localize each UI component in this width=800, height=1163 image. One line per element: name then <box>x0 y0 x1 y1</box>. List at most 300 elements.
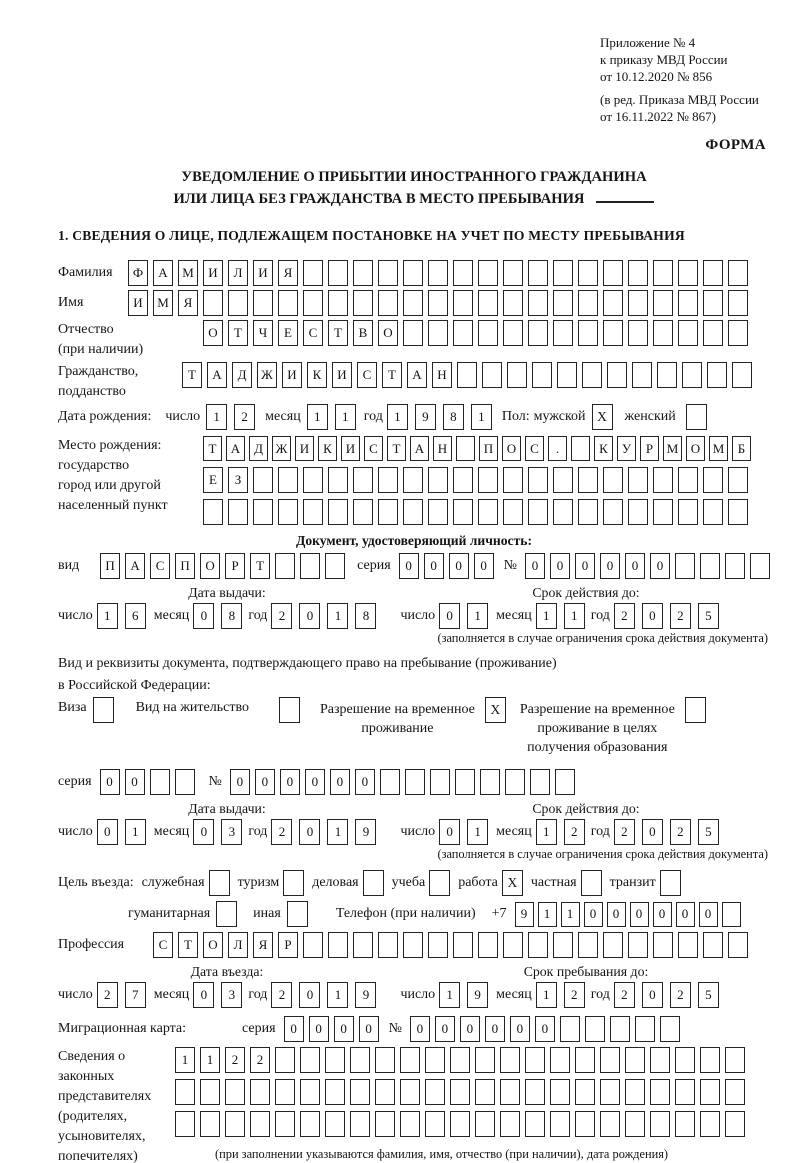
char-box[interactable]: 1 <box>125 819 146 845</box>
char-box[interactable] <box>500 1079 520 1105</box>
doc-issue-day-input[interactable] <box>97 603 146 629</box>
char-box[interactable] <box>375 1079 395 1105</box>
phone-input[interactable] <box>515 902 741 927</box>
char-box[interactable]: 1 <box>467 603 488 629</box>
char-box[interactable] <box>478 467 498 493</box>
char-box[interactable] <box>300 1111 320 1137</box>
char-box[interactable]: Л <box>228 932 248 958</box>
char-box[interactable]: 3 <box>221 982 242 1008</box>
char-box[interactable] <box>635 1016 655 1042</box>
purpose-business-checkbox[interactable] <box>363 870 384 896</box>
char-box[interactable] <box>228 290 248 316</box>
char-box[interactable] <box>557 362 577 388</box>
char-box[interactable]: С <box>153 932 173 958</box>
char-box[interactable]: 2 <box>564 982 585 1008</box>
char-box[interactable]: А <box>153 260 173 286</box>
char-box[interactable] <box>578 467 598 493</box>
char-box[interactable]: Б <box>732 436 751 461</box>
char-box[interactable] <box>703 467 723 493</box>
char-box[interactable]: К <box>318 436 337 461</box>
permit-valid-day-input[interactable] <box>439 819 488 845</box>
char-box[interactable]: 0 <box>525 553 545 579</box>
male-checkbox[interactable]: X <box>592 404 613 430</box>
char-box[interactable] <box>350 1047 370 1073</box>
char-box[interactable] <box>575 1079 595 1105</box>
char-box[interactable]: 0 <box>607 902 626 927</box>
permit-issue-day-input[interactable] <box>97 819 146 845</box>
char-box[interactable]: Н <box>432 362 452 388</box>
char-box[interactable]: 0 <box>474 553 494 579</box>
char-box[interactable] <box>675 1079 695 1105</box>
char-box[interactable]: 0 <box>485 1016 505 1042</box>
representatives-line2-input[interactable] <box>175 1079 745 1105</box>
char-box[interactable]: У <box>617 436 636 461</box>
char-box[interactable] <box>607 362 627 388</box>
char-box[interactable]: 2 <box>614 603 635 629</box>
char-box[interactable]: Ч <box>253 320 273 346</box>
char-box[interactable]: 2 <box>271 982 292 1008</box>
char-box[interactable] <box>353 932 373 958</box>
char-box[interactable]: 0 <box>97 819 118 845</box>
char-box[interactable]: О <box>203 932 223 958</box>
stay-day-input[interactable] <box>439 982 488 1008</box>
char-box[interactable] <box>600 1047 620 1073</box>
char-box[interactable] <box>203 290 223 316</box>
char-box[interactable]: 0 <box>449 553 469 579</box>
char-box[interactable] <box>728 932 748 958</box>
char-box[interactable] <box>378 499 398 525</box>
char-box[interactable]: 0 <box>410 1016 430 1042</box>
char-box[interactable]: М <box>153 290 173 316</box>
char-box[interactable] <box>582 362 602 388</box>
char-box[interactable]: 1 <box>206 404 227 430</box>
char-box[interactable] <box>225 1079 245 1105</box>
char-box[interactable] <box>530 769 550 795</box>
char-box[interactable] <box>553 320 573 346</box>
char-box[interactable] <box>175 1079 195 1105</box>
char-box[interactable]: С <box>303 320 323 346</box>
char-box[interactable] <box>600 1079 620 1105</box>
char-box[interactable] <box>278 499 298 525</box>
char-box[interactable]: В <box>353 320 373 346</box>
char-box[interactable] <box>253 290 273 316</box>
birth-day-input[interactable] <box>206 404 255 430</box>
char-box[interactable] <box>575 1111 595 1137</box>
char-box[interactable]: С <box>150 553 170 579</box>
char-box[interactable]: Л <box>228 260 248 286</box>
char-box[interactable] <box>300 1079 320 1105</box>
char-box[interactable] <box>553 467 573 493</box>
char-box[interactable] <box>250 1111 270 1137</box>
char-box[interactable]: 8 <box>355 603 376 629</box>
char-box[interactable] <box>703 260 723 286</box>
char-box[interactable] <box>650 1111 670 1137</box>
char-box[interactable] <box>378 290 398 316</box>
char-box[interactable]: 0 <box>355 769 375 795</box>
char-box[interactable] <box>275 1111 295 1137</box>
char-box[interactable] <box>678 932 698 958</box>
char-box[interactable] <box>328 290 348 316</box>
char-box[interactable]: 5 <box>698 819 719 845</box>
residence-permit-checkbox[interactable] <box>279 697 300 723</box>
char-box[interactable] <box>275 1047 295 1073</box>
char-box[interactable] <box>528 320 548 346</box>
permit-series-input[interactable] <box>100 769 195 795</box>
char-box[interactable]: 0 <box>330 769 350 795</box>
char-box[interactable]: 0 <box>334 1016 354 1042</box>
char-box[interactable] <box>378 467 398 493</box>
char-box[interactable] <box>628 932 648 958</box>
char-box[interactable]: Я <box>178 290 198 316</box>
char-box[interactable]: С <box>357 362 377 388</box>
char-box[interactable] <box>200 1111 220 1137</box>
char-box[interactable]: 0 <box>299 603 320 629</box>
char-box[interactable]: 0 <box>676 902 695 927</box>
char-box[interactable] <box>560 1016 580 1042</box>
char-box[interactable] <box>428 320 448 346</box>
char-box[interactable] <box>625 1111 645 1137</box>
char-box[interactable]: Т <box>328 320 348 346</box>
char-box[interactable] <box>350 1111 370 1137</box>
char-box[interactable] <box>278 467 298 493</box>
char-box[interactable]: О <box>686 436 705 461</box>
char-box[interactable]: 0 <box>100 769 120 795</box>
char-box[interactable] <box>603 467 623 493</box>
char-box[interactable]: Е <box>203 467 223 493</box>
char-box[interactable]: 0 <box>653 902 672 927</box>
char-box[interactable] <box>303 499 323 525</box>
char-box[interactable]: 0 <box>309 1016 329 1042</box>
char-box[interactable]: 0 <box>600 553 620 579</box>
char-box[interactable] <box>450 1111 470 1137</box>
char-box[interactable] <box>403 320 423 346</box>
char-box[interactable] <box>375 1111 395 1137</box>
char-box[interactable]: 0 <box>630 902 649 927</box>
char-box[interactable] <box>353 260 373 286</box>
char-box[interactable] <box>325 1079 345 1105</box>
char-box[interactable]: П <box>100 553 120 579</box>
char-box[interactable] <box>553 260 573 286</box>
char-box[interactable]: 0 <box>299 819 320 845</box>
char-box[interactable]: 1 <box>564 603 585 629</box>
char-box[interactable] <box>453 290 473 316</box>
char-box[interactable] <box>585 1016 605 1042</box>
entry-month-input[interactable] <box>193 982 242 1008</box>
char-box[interactable]: О <box>378 320 398 346</box>
char-box[interactable]: 2 <box>271 819 292 845</box>
temp-residence-checkbox[interactable]: X <box>485 697 506 723</box>
char-box[interactable] <box>675 1111 695 1137</box>
char-box[interactable] <box>328 467 348 493</box>
char-box[interactable] <box>632 362 652 388</box>
char-box[interactable]: 0 <box>193 603 214 629</box>
purpose-humanitarian-checkbox[interactable] <box>216 901 237 927</box>
representatives-line1-input[interactable] <box>175 1047 745 1073</box>
char-box[interactable]: 5 <box>698 603 719 629</box>
char-box[interactable]: 0 <box>255 769 275 795</box>
char-box[interactable] <box>657 362 677 388</box>
char-box[interactable]: 2 <box>614 819 635 845</box>
char-box[interactable]: 2 <box>670 603 691 629</box>
char-box[interactable]: А <box>207 362 227 388</box>
char-box[interactable]: 2 <box>670 819 691 845</box>
char-box[interactable] <box>575 1047 595 1073</box>
char-box[interactable]: 0 <box>584 902 603 927</box>
char-box[interactable]: А <box>407 362 427 388</box>
char-box[interactable] <box>550 1111 570 1137</box>
char-box[interactable] <box>628 499 648 525</box>
char-box[interactable]: 1 <box>439 982 460 1008</box>
char-box[interactable] <box>553 932 573 958</box>
char-box[interactable] <box>653 290 673 316</box>
char-box[interactable]: С <box>525 436 544 461</box>
char-box[interactable]: 0 <box>359 1016 379 1042</box>
entry-day-input[interactable] <box>97 982 146 1008</box>
char-box[interactable]: 0 <box>284 1016 304 1042</box>
char-box[interactable] <box>403 260 423 286</box>
char-box[interactable] <box>653 320 673 346</box>
char-box[interactable] <box>403 932 423 958</box>
char-box[interactable] <box>625 1047 645 1073</box>
char-box[interactable] <box>700 1111 720 1137</box>
char-box[interactable] <box>453 932 473 958</box>
char-box[interactable] <box>453 467 473 493</box>
doc-number-input[interactable] <box>525 553 770 579</box>
char-box[interactable] <box>660 1016 680 1042</box>
char-box[interactable] <box>428 499 448 525</box>
char-box[interactable] <box>603 932 623 958</box>
char-box[interactable] <box>700 553 720 579</box>
char-box[interactable] <box>328 260 348 286</box>
char-box[interactable]: 6 <box>125 603 146 629</box>
char-box[interactable]: Н <box>433 436 452 461</box>
char-box[interactable] <box>532 362 552 388</box>
doc-issue-month-input[interactable] <box>193 603 242 629</box>
temp-residence-edu-checkbox[interactable] <box>685 697 706 723</box>
char-box[interactable]: 0 <box>435 1016 455 1042</box>
char-box[interactable] <box>500 1047 520 1073</box>
char-box[interactable]: Р <box>640 436 659 461</box>
char-box[interactable]: 2 <box>271 603 292 629</box>
char-box[interactable] <box>456 436 475 461</box>
char-box[interactable]: А <box>125 553 145 579</box>
permit-valid-year-input[interactable] <box>614 819 719 845</box>
char-box[interactable]: 0 <box>424 553 444 579</box>
char-box[interactable]: М <box>709 436 728 461</box>
char-box[interactable]: 0 <box>280 769 300 795</box>
char-box[interactable] <box>403 467 423 493</box>
permit-issue-year-input[interactable] <box>271 819 376 845</box>
char-box[interactable] <box>725 1079 745 1105</box>
char-box[interactable] <box>528 467 548 493</box>
char-box[interactable]: О <box>203 320 223 346</box>
permit-number-input[interactable] <box>230 769 575 795</box>
char-box[interactable]: Ф <box>128 260 148 286</box>
char-box[interactable] <box>253 499 273 525</box>
visa-checkbox[interactable] <box>93 697 114 723</box>
char-box[interactable]: Я <box>253 932 273 958</box>
char-box[interactable]: Т <box>178 932 198 958</box>
char-box[interactable] <box>703 499 723 525</box>
char-box[interactable] <box>328 499 348 525</box>
char-box[interactable]: 1 <box>327 819 348 845</box>
char-box[interactable] <box>628 320 648 346</box>
char-box[interactable] <box>478 499 498 525</box>
char-box[interactable]: 0 <box>439 603 460 629</box>
char-box[interactable]: И <box>295 436 314 461</box>
char-box[interactable]: 8 <box>221 603 242 629</box>
char-box[interactable] <box>175 769 195 795</box>
char-box[interactable]: 3 <box>221 819 242 845</box>
char-box[interactable] <box>628 260 648 286</box>
char-box[interactable] <box>503 290 523 316</box>
char-box[interactable]: Е <box>278 320 298 346</box>
char-box[interactable] <box>732 362 752 388</box>
char-box[interactable] <box>200 1079 220 1105</box>
char-box[interactable] <box>353 290 373 316</box>
purpose-transit-checkbox[interactable] <box>660 870 681 896</box>
char-box[interactable] <box>700 1047 720 1073</box>
char-box[interactable]: 0 <box>625 553 645 579</box>
char-box[interactable]: 2 <box>564 819 585 845</box>
char-box[interactable]: 0 <box>642 819 663 845</box>
char-box[interactable] <box>650 1079 670 1105</box>
char-box[interactable]: И <box>341 436 360 461</box>
char-box[interactable] <box>728 290 748 316</box>
char-box[interactable]: С <box>364 436 383 461</box>
char-box[interactable]: 0 <box>460 1016 480 1042</box>
char-box[interactable] <box>503 320 523 346</box>
char-box[interactable]: 0 <box>699 902 718 927</box>
char-box[interactable] <box>678 499 698 525</box>
char-box[interactable]: 0 <box>550 553 570 579</box>
char-box[interactable] <box>722 902 741 927</box>
char-box[interactable] <box>725 1047 745 1073</box>
citizenship-input[interactable] <box>182 362 752 388</box>
char-box[interactable] <box>503 260 523 286</box>
char-box[interactable]: 2 <box>225 1047 245 1073</box>
char-box[interactable]: З <box>228 467 248 493</box>
char-box[interactable] <box>328 932 348 958</box>
char-box[interactable] <box>678 290 698 316</box>
char-box[interactable]: Д <box>232 362 252 388</box>
purpose-study-checkbox[interactable] <box>429 870 450 896</box>
char-box[interactable] <box>425 1079 445 1105</box>
char-box[interactable] <box>500 1111 520 1137</box>
profession-input[interactable] <box>153 932 748 958</box>
char-box[interactable]: 1 <box>561 902 580 927</box>
char-box[interactable] <box>303 932 323 958</box>
char-box[interactable] <box>603 290 623 316</box>
char-box[interactable] <box>228 499 248 525</box>
representatives-line3-input[interactable] <box>175 1111 745 1137</box>
char-box[interactable] <box>728 320 748 346</box>
char-box[interactable] <box>578 932 598 958</box>
char-box[interactable]: П <box>479 436 498 461</box>
char-box[interactable]: 0 <box>193 819 214 845</box>
char-box[interactable] <box>750 553 770 579</box>
char-box[interactable]: 8 <box>443 404 464 430</box>
birth-place-line1-input[interactable] <box>203 436 751 461</box>
char-box[interactable] <box>578 290 598 316</box>
char-box[interactable]: 0 <box>642 603 663 629</box>
char-box[interactable] <box>300 1047 320 1073</box>
char-box[interactable]: 1 <box>536 819 557 845</box>
char-box[interactable]: 0 <box>535 1016 555 1042</box>
char-box[interactable]: 0 <box>299 982 320 1008</box>
char-box[interactable] <box>555 769 575 795</box>
char-box[interactable] <box>400 1047 420 1073</box>
char-box[interactable]: А <box>410 436 429 461</box>
char-box[interactable] <box>428 467 448 493</box>
char-box[interactable]: М <box>178 260 198 286</box>
char-box[interactable]: 1 <box>538 902 557 927</box>
char-box[interactable]: 5 <box>698 982 719 1008</box>
char-box[interactable] <box>425 1111 445 1137</box>
char-box[interactable]: Ж <box>257 362 277 388</box>
char-box[interactable] <box>625 1079 645 1105</box>
char-box[interactable]: Я <box>278 260 298 286</box>
doc-valid-month-input[interactable] <box>536 603 585 629</box>
char-box[interactable]: О <box>502 436 521 461</box>
doc-issue-year-input[interactable] <box>271 603 376 629</box>
char-box[interactable] <box>453 320 473 346</box>
char-box[interactable] <box>603 320 623 346</box>
char-box[interactable] <box>553 290 573 316</box>
char-box[interactable] <box>150 769 170 795</box>
char-box[interactable] <box>455 769 475 795</box>
char-box[interactable]: К <box>307 362 327 388</box>
char-box[interactable] <box>550 1079 570 1105</box>
char-box[interactable] <box>303 260 323 286</box>
doc-type-input[interactable] <box>100 553 345 579</box>
char-box[interactable]: Т <box>228 320 248 346</box>
permit-valid-month-input[interactable] <box>536 819 585 845</box>
char-box[interactable] <box>505 769 525 795</box>
char-box[interactable] <box>457 362 477 388</box>
char-box[interactable] <box>528 499 548 525</box>
char-box[interactable]: 1 <box>175 1047 195 1073</box>
permit-issue-month-input[interactable] <box>193 819 242 845</box>
purpose-work-checkbox[interactable]: X <box>502 870 523 896</box>
migration-series-input[interactable] <box>284 1016 379 1042</box>
char-box[interactable] <box>380 769 400 795</box>
char-box[interactable] <box>678 260 698 286</box>
char-box[interactable] <box>478 932 498 958</box>
char-box[interactable] <box>428 290 448 316</box>
char-box[interactable]: 1 <box>471 404 492 430</box>
char-box[interactable]: 9 <box>467 982 488 1008</box>
birth-place-line2-input[interactable] <box>203 467 751 493</box>
char-box[interactable]: 0 <box>399 553 419 579</box>
char-box[interactable]: А <box>226 436 245 461</box>
char-box[interactable] <box>628 290 648 316</box>
char-box[interactable] <box>703 290 723 316</box>
char-box[interactable]: 0 <box>510 1016 530 1042</box>
char-box[interactable]: 0 <box>230 769 250 795</box>
char-box[interactable]: 0 <box>125 769 145 795</box>
char-box[interactable] <box>678 467 698 493</box>
char-box[interactable]: 0 <box>439 819 460 845</box>
char-box[interactable]: 0 <box>650 553 670 579</box>
char-box[interactable] <box>528 932 548 958</box>
char-box[interactable]: 2 <box>670 982 691 1008</box>
char-box[interactable]: Т <box>250 553 270 579</box>
char-box[interactable] <box>430 769 450 795</box>
char-box[interactable]: 2 <box>234 404 255 430</box>
char-box[interactable] <box>525 1047 545 1073</box>
char-box[interactable]: 1 <box>536 603 557 629</box>
